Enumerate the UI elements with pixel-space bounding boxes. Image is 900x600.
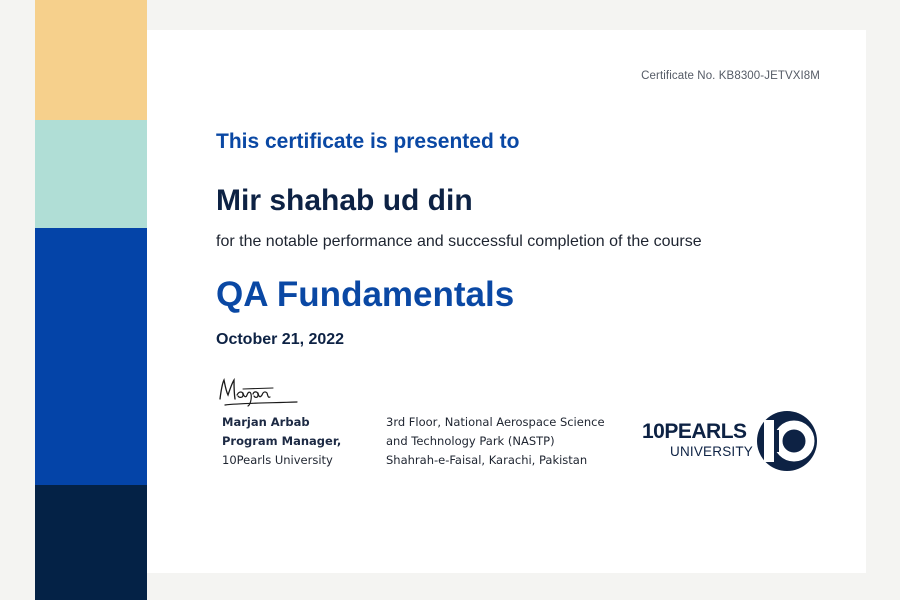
address-line-3: Shahrah-e-Faisal, Karachi, Pakistan [386,453,588,467]
signer-block [222,413,341,470]
stripe-navy [35,485,147,600]
course-title: QA Fundamentals [216,275,515,314]
stripe-blue [35,228,147,485]
stripe-yellow [35,0,147,120]
decorative-stripe-column [35,0,147,600]
presented-heading: This certificate is presented to [216,130,520,153]
signer-title: Program Manager, [222,434,342,448]
logo-wordmark: 10PEARLS [642,420,747,443]
address-block [386,413,616,470]
logo-subtitle: UNIVERSITY [670,444,754,459]
logo-ten-badge-icon [756,410,818,472]
signer-organization: 10Pearls University [222,453,333,467]
signature-image [217,375,301,409]
stripe-mint [35,120,147,228]
address-line-1: 3rd Floor, National Aerospace Science [386,415,605,429]
signer-name: Marjan Arbab [222,415,310,429]
certificate-card [147,30,866,573]
address-line-2: and Technology Park (NASTP) [386,434,555,448]
10pearls-university-logo [642,410,822,474]
completion-date: October 21, 2022 [216,331,345,348]
certificate-number: Certificate No. KB8300-JETVXI8M [641,70,820,82]
completion-reason: for the notable performance and successful completion of the course [216,233,702,250]
recipient-name: Mir shahab ud din [216,184,473,217]
